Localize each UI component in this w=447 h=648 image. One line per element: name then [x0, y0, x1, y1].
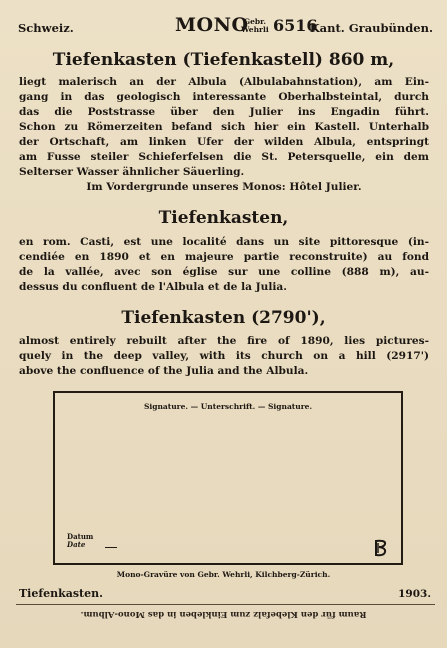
signature-label: Signature. — Unterschrift. — Signature. — [143, 402, 313, 411]
publisher-small — [241, 18, 269, 34]
canton-label: Kant. Graubünden. — [309, 21, 433, 35]
german-line: Selterser Wasser ähnlicher Säuerling. — [19, 166, 245, 178]
mono-word: MONO — [175, 14, 249, 36]
french-line: cendiée en 1890 et en majeure partie reconstruite) au fond — [19, 251, 429, 263]
german-line: Schon zu Römerzeiten befand sich hier ein Kastell. Unterhalb — [19, 121, 429, 133]
german-line: Im Vordergrunde unseres Monos: Hôtel Julier. — [86, 181, 362, 193]
french-line: en rom. Casti, est une localité dans un site pittoresque (in- — [19, 236, 429, 248]
footer-place: Tiefenkasten. — [19, 587, 103, 600]
german-line: gang in das geologisch interessante Oberhalbsteintal, durch — [19, 91, 429, 103]
english-paragraph — [19, 334, 429, 379]
gravure-credit: Mono-Gravüre von Gebr. Wehrli, Kilchberg-Zürich. — [116, 570, 331, 579]
mono-series-label — [175, 14, 325, 38]
english-title: Tiefenkasten (2790'), — [121, 308, 326, 328]
german-line: am Fusse steiler Schieferfelsen die St. Petersquelle, ein dem — [19, 151, 429, 163]
german-title: Tiefenkasten (Tiefenkastell) 860 m, — [52, 50, 395, 70]
french-title: Tiefenkasten, — [158, 208, 289, 228]
french-line: dessus du confluent de l'Albula et de la Julia. — [19, 281, 287, 293]
footer-year: 1903. — [398, 588, 431, 600]
date-text: Date — [67, 540, 86, 549]
french-line: de la vallée, avec son église sur une colline (888 m), au- — [19, 266, 429, 278]
country-label: Schweiz. — [18, 21, 74, 35]
wehrli-text: Wehrli — [241, 25, 269, 34]
german-line: das die Poststrasse über den Julier ins Engadin führt. — [19, 106, 429, 118]
french-paragraph — [19, 235, 429, 295]
german-line: der Ortschaft, am linken Ufer der wilden Albula, entspringt — [19, 136, 429, 148]
card-number: 6516 — [273, 16, 318, 35]
german-paragraph — [19, 75, 429, 195]
date-line — [105, 547, 117, 548]
footer-divider — [16, 604, 435, 605]
english-line: almost entirely rebuilt after the fire of 1890, lies pictures- — [19, 335, 429, 347]
header — [18, 8, 433, 38]
datum-label — [67, 533, 93, 549]
datum-text: Datum — [67, 532, 94, 541]
album-glue-note: Raum für den Klebefalz zum Einkleben in das Mono-Album. — [80, 609, 367, 619]
signature-box[interactable] — [53, 391, 403, 565]
english-line: above the confluence of the Julia and the Albula. — [19, 365, 309, 377]
english-line: quely in the deep valley, with its church on a hill (2917') — [19, 350, 429, 362]
german-line: liegt malerisch an der Albula (Albulabahnstation), am Ein- — [19, 76, 429, 88]
wehrli-logo-icon — [373, 539, 389, 557]
gebr-text: Gebr. — [243, 17, 266, 26]
